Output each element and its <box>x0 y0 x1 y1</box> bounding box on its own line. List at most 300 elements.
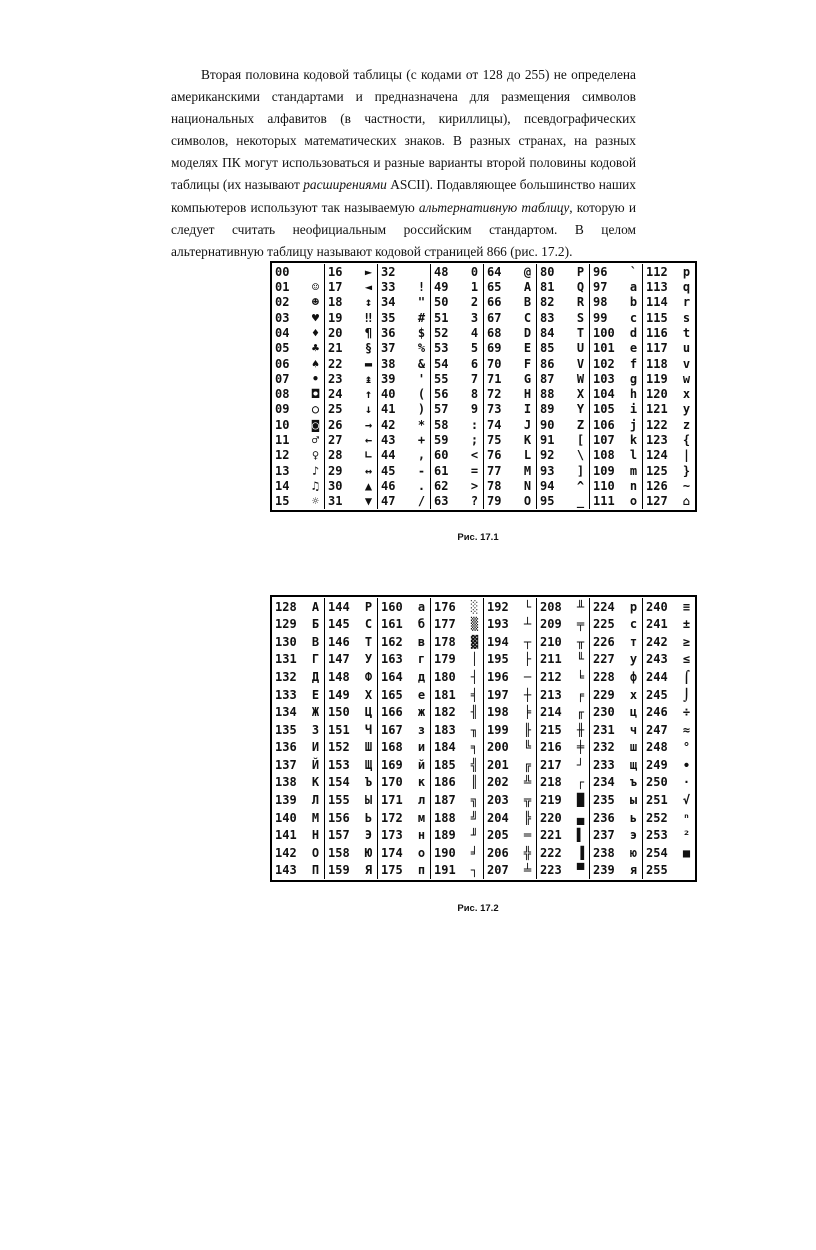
code-column <box>377 598 430 879</box>
code-glyph: = <box>470 463 479 478</box>
code-glyph: G <box>523 371 532 386</box>
code-glyph: ⌠ <box>682 670 691 685</box>
code-glyph: к <box>417 775 426 790</box>
code-glyph: И <box>311 740 320 755</box>
code-number: 42 <box>381 417 396 432</box>
code-number: 08 <box>275 387 290 402</box>
code-number: 64 <box>487 264 502 279</box>
code-glyph: [ <box>576 433 585 448</box>
code-glyph: ╬ <box>523 845 532 860</box>
code-glyph: a <box>629 279 638 294</box>
code-number: 130 <box>275 634 297 649</box>
code-number: 55 <box>434 371 449 386</box>
code-cell <box>328 266 374 278</box>
code-cell <box>434 358 480 370</box>
code-glyph: / <box>417 494 426 509</box>
code-cell <box>593 794 639 806</box>
code-cell <box>646 618 692 630</box>
code-number: 250 <box>646 775 668 790</box>
code-number: 101 <box>593 341 615 356</box>
code-glyph: ▄ <box>576 810 585 825</box>
code-cell <box>593 495 639 507</box>
code-cell <box>434 388 480 400</box>
code-number: 199 <box>487 722 509 737</box>
code-cell <box>593 618 639 630</box>
code-cell <box>328 776 374 788</box>
code-glyph: ь <box>629 810 638 825</box>
code-cell <box>487 829 533 841</box>
code-number: 29 <box>328 463 343 478</box>
code-glyph: ═ <box>523 828 532 843</box>
code-number: 11 <box>275 433 290 448</box>
code-glyph: ─ <box>523 670 532 685</box>
code-number: 227 <box>593 652 615 667</box>
code-glyph: ← <box>364 433 373 448</box>
code-glyph: Ь <box>364 810 373 825</box>
code-cell <box>434 480 480 492</box>
code-glyph: k <box>629 433 638 448</box>
code-number: 174 <box>381 845 403 860</box>
code-number: 169 <box>381 757 403 772</box>
code-number: 216 <box>540 740 562 755</box>
code-number: 152 <box>328 740 350 755</box>
code-cell <box>381 653 427 665</box>
code-number: 173 <box>381 828 403 843</box>
code-cell <box>593 342 639 354</box>
code-cell <box>593 776 639 788</box>
code-number: 103 <box>593 371 615 386</box>
code-number: 203 <box>487 792 509 807</box>
code-glyph: i <box>629 402 638 417</box>
code-cell <box>434 618 480 630</box>
code-number: 245 <box>646 687 668 702</box>
code-cell <box>381 689 427 701</box>
code-cell <box>487 327 533 339</box>
code-cell <box>540 419 586 431</box>
code-glyph: Л <box>311 792 320 807</box>
paragraph-emphasis-alt-table: альтернативную таблицу <box>418 199 570 215</box>
code-number: 06 <box>275 356 290 371</box>
code-number: 41 <box>381 402 396 417</box>
code-glyph: Ъ <box>364 775 373 790</box>
code-glyph: T <box>576 325 585 340</box>
code-cell <box>381 419 427 431</box>
code-cell <box>487 706 533 718</box>
code-number: 09 <box>275 402 290 417</box>
code-cell <box>646 419 692 431</box>
code-cell <box>540 296 586 308</box>
code-number: 104 <box>593 387 615 402</box>
code-cell <box>540 373 586 385</box>
code-glyph: Э <box>364 828 373 843</box>
code-glyph: ⌡ <box>682 687 691 702</box>
code-cell <box>275 794 321 806</box>
code-cell <box>593 281 639 293</box>
code-number: 100 <box>593 325 615 340</box>
code-cell <box>275 342 321 354</box>
code-glyph: B <box>523 295 532 310</box>
code-cell <box>593 829 639 841</box>
code-number: 167 <box>381 722 403 737</box>
code-cell <box>540 741 586 753</box>
code-cell <box>434 434 480 446</box>
code-cell <box>487 465 533 477</box>
code-cell <box>381 312 427 324</box>
code-glyph: а <box>417 599 426 614</box>
code-glyph: │ <box>470 652 479 667</box>
code-cell <box>381 812 427 824</box>
code-column <box>430 264 483 509</box>
code-cell <box>540 618 586 630</box>
code-glyph: W <box>576 371 585 386</box>
code-glyph: t <box>682 325 691 340</box>
code-column <box>430 598 483 879</box>
code-glyph: 8 <box>470 387 479 402</box>
code-glyph: ├ <box>523 652 532 667</box>
code-glyph: ☻ <box>311 295 320 310</box>
code-cell <box>646 342 692 354</box>
code-glyph: y <box>682 402 691 417</box>
code-cell <box>434 759 480 771</box>
code-number: 196 <box>487 670 509 685</box>
code-number: 172 <box>381 810 403 825</box>
code-cell <box>434 864 480 876</box>
code-cell <box>487 296 533 308</box>
code-cell <box>646 434 692 446</box>
code-number: 86 <box>540 356 555 371</box>
code-glyph: X <box>576 387 585 402</box>
code-number: 154 <box>328 775 350 790</box>
code-number: 218 <box>540 775 562 790</box>
code-number: 38 <box>381 356 396 371</box>
code-number: 73 <box>487 402 502 417</box>
code-number: 207 <box>487 863 509 878</box>
code-number: 44 <box>381 448 396 463</box>
code-number: 87 <box>540 371 555 386</box>
code-cell <box>275 388 321 400</box>
code-column <box>272 598 324 879</box>
code-number: 255 <box>646 863 668 878</box>
code-number: 118 <box>646 356 668 371</box>
code-glyph: ю <box>629 845 638 860</box>
code-column <box>589 264 642 509</box>
code-cell <box>328 671 374 683</box>
code-glyph: О <box>311 845 320 860</box>
code-number: 108 <box>593 448 615 463</box>
code-glyph: x <box>682 387 691 402</box>
code-number: 145 <box>328 617 350 632</box>
code-glyph: ± <box>682 617 691 632</box>
code-glyph: ╠ <box>523 810 532 825</box>
code-glyph: 2 <box>470 295 479 310</box>
code-number: 76 <box>487 448 502 463</box>
code-glyph: I <box>523 402 532 417</box>
code-glyph: ◄ <box>364 279 373 294</box>
code-number: 05 <box>275 341 290 356</box>
code-number: 225 <box>593 617 615 632</box>
code-glyph: @ <box>523 264 532 279</box>
code-number: 90 <box>540 417 555 432</box>
code-glyph: М <box>311 810 320 825</box>
code-cell <box>328 312 374 324</box>
code-glyph: ~ <box>682 479 691 494</box>
code-cell <box>540 312 586 324</box>
code-cell <box>540 776 586 788</box>
code-cell <box>646 794 692 806</box>
code-number: 37 <box>381 341 396 356</box>
code-number: 170 <box>381 775 403 790</box>
code-glyph: ╫ <box>576 722 585 737</box>
code-glyph: в <box>417 634 426 649</box>
code-number: 59 <box>434 433 449 448</box>
code-number: 94 <box>540 479 555 494</box>
code-number: 231 <box>593 722 615 737</box>
code-cell <box>381 724 427 736</box>
code-number: 234 <box>593 775 615 790</box>
code-cell <box>540 829 586 841</box>
code-cell <box>593 388 639 400</box>
code-cell <box>381 829 427 841</box>
code-cell <box>434 706 480 718</box>
code-number: 57 <box>434 402 449 417</box>
code-cell <box>540 358 586 370</box>
code-glyph: ░ <box>470 599 479 614</box>
code-cell <box>487 342 533 354</box>
code-glyph: H <box>523 387 532 402</box>
code-cell <box>434 403 480 415</box>
code-cell <box>487 794 533 806</box>
code-number: 153 <box>328 757 350 772</box>
code-cell <box>593 266 639 278</box>
code-glyph: 3 <box>470 310 479 325</box>
code-column <box>324 264 377 509</box>
code-glyph: \ <box>576 448 585 463</box>
code-number: 50 <box>434 295 449 310</box>
code-cell <box>646 281 692 293</box>
code-glyph: ┤ <box>470 670 479 685</box>
code-glyph: g <box>629 371 638 386</box>
code-cell <box>328 812 374 824</box>
code-cell <box>646 847 692 859</box>
code-cell <box>275 829 321 841</box>
code-glyph: ╖ <box>470 722 479 737</box>
code-cell <box>540 689 586 701</box>
code-glyph: , <box>417 448 426 463</box>
code-glyph: % <box>417 341 426 356</box>
code-cell <box>328 724 374 736</box>
code-cell <box>275 434 321 446</box>
code-cell <box>434 327 480 339</box>
code-cell <box>540 812 586 824</box>
code-cell <box>540 465 586 477</box>
code-glyph: ╘ <box>576 670 585 685</box>
code-cell <box>593 864 639 876</box>
code-cell <box>275 706 321 718</box>
code-glyph: ╜ <box>470 828 479 843</box>
code-column <box>377 264 430 509</box>
code-number: 129 <box>275 617 297 632</box>
code-number: 60 <box>434 448 449 463</box>
code-cell <box>434 419 480 431</box>
code-cell <box>593 601 639 613</box>
code-number: 237 <box>593 828 615 843</box>
code-glyph: ► <box>364 264 373 279</box>
code-glyph: э <box>629 828 638 843</box>
code-number: 33 <box>381 279 396 294</box>
code-number: 92 <box>540 448 555 463</box>
code-number: 19 <box>328 310 343 325</box>
code-glyph: ◙ <box>311 417 320 432</box>
code-glyph: P <box>576 264 585 279</box>
code-cell <box>487 419 533 431</box>
code-glyph: ъ <box>629 775 638 790</box>
code-number: 142 <box>275 845 297 860</box>
code-number: 109 <box>593 463 615 478</box>
code-glyph: ♣ <box>311 341 320 356</box>
code-number: 61 <box>434 463 449 478</box>
code-glyph: > <box>470 479 479 494</box>
code-glyph: ╞ <box>523 705 532 720</box>
code-number: 00 <box>275 264 290 279</box>
code-number: 222 <box>540 845 562 860</box>
code-cell <box>275 419 321 431</box>
code-glyph: ▬ <box>364 356 373 371</box>
code-number: 135 <box>275 722 297 737</box>
code-number: 157 <box>328 828 350 843</box>
ascii-table-figure <box>270 261 697 512</box>
code-column <box>642 264 695 509</box>
code-number: 163 <box>381 652 403 667</box>
code-glyph: √ <box>682 792 691 807</box>
code-cell <box>646 296 692 308</box>
code-cell <box>487 724 533 736</box>
code-glyph: n <box>629 479 638 494</box>
paragraph-text-3: , которую и следует считать неофициальным российским стандартом. В целом альтернативную таблицу называют кодовой страницей 866 (рис. 17.2). <box>171 199 636 259</box>
code-number: 150 <box>328 705 350 720</box>
code-number: 244 <box>646 670 668 685</box>
code-glyph: н <box>417 828 426 843</box>
code-glyph: е <box>417 687 426 702</box>
code-glyph: j <box>629 417 638 432</box>
figure-caption-17-2: Рис. 17.2 <box>457 903 499 914</box>
code-glyph: $ <box>417 325 426 340</box>
code-glyph: П <box>311 863 320 878</box>
code-cell <box>328 829 374 841</box>
code-glyph: c <box>629 310 638 325</box>
code-glyph: 0 <box>470 264 479 279</box>
code-glyph: - <box>417 463 426 478</box>
code-cell <box>328 689 374 701</box>
code-glyph: ┌ <box>576 775 585 790</box>
code-cell <box>434 296 480 308</box>
code-glyph: Ж <box>311 705 320 720</box>
code-cell <box>328 296 374 308</box>
code-number: 01 <box>275 279 290 294</box>
code-glyph: e <box>629 341 638 356</box>
code-cell <box>275 281 321 293</box>
code-glyph: } <box>682 463 691 478</box>
code-cell <box>328 327 374 339</box>
code-cell <box>328 342 374 354</box>
code-glyph: ы <box>629 792 638 807</box>
code-number: 143 <box>275 863 297 878</box>
code-cell <box>487 864 533 876</box>
code-cell <box>646 759 692 771</box>
code-cell <box>540 327 586 339</box>
code-cell <box>434 342 480 354</box>
code-number: 186 <box>434 775 456 790</box>
code-number: 171 <box>381 792 403 807</box>
code-glyph: Y <box>576 402 585 417</box>
code-cell <box>540 449 586 461</box>
code-number: 115 <box>646 310 668 325</box>
code-glyph: ╪ <box>576 740 585 755</box>
code-cell <box>540 864 586 876</box>
code-number: 89 <box>540 402 555 417</box>
code-glyph: ╒ <box>576 687 585 702</box>
code-cell <box>593 636 639 648</box>
code-cell <box>434 776 480 788</box>
code-number: 254 <box>646 845 668 860</box>
code-number: 193 <box>487 617 509 632</box>
code-number: 251 <box>646 792 668 807</box>
code-number: 168 <box>381 740 403 755</box>
code-cell <box>434 373 480 385</box>
code-glyph: г <box>417 652 426 667</box>
code-cell <box>487 480 533 492</box>
code-cell <box>328 794 374 806</box>
code-number: 155 <box>328 792 350 807</box>
code-cell <box>646 653 692 665</box>
code-glyph: ◘ <box>311 387 320 402</box>
code-number: 252 <box>646 810 668 825</box>
code-column <box>324 598 377 879</box>
code-glyph: 5 <box>470 341 479 356</box>
code-glyph: ☺ <box>311 279 320 294</box>
code-cell <box>593 403 639 415</box>
code-cell <box>275 759 321 771</box>
code-number: 158 <box>328 845 350 860</box>
code-cell <box>487 601 533 613</box>
code-cell <box>381 266 427 278</box>
code-glyph: ■ <box>682 845 691 860</box>
code-cell <box>593 653 639 665</box>
code-glyph: ж <box>417 705 426 720</box>
code-cell <box>646 812 692 824</box>
code-glyph: u <box>682 341 691 356</box>
code-glyph: ╝ <box>470 810 479 825</box>
code-glyph: б <box>417 617 426 632</box>
code-number: 198 <box>487 705 509 720</box>
code-glyph: b <box>629 295 638 310</box>
code-cell <box>328 847 374 859</box>
code-glyph: Щ <box>364 757 373 772</box>
code-glyph: З <box>311 722 320 737</box>
code-cell <box>275 373 321 385</box>
code-glyph: ╟ <box>523 722 532 737</box>
code-number: 40 <box>381 387 396 402</box>
code-glyph: f <box>629 356 638 371</box>
code-cell <box>646 480 692 492</box>
code-glyph: § <box>364 341 373 356</box>
code-number: 81 <box>540 279 555 294</box>
code-glyph: Ш <box>364 740 373 755</box>
code-cell <box>487 759 533 771</box>
code-glyph: A <box>523 279 532 294</box>
code-number: 219 <box>540 792 562 807</box>
code-number: 79 <box>487 494 502 509</box>
code-glyph: Я <box>364 863 373 878</box>
